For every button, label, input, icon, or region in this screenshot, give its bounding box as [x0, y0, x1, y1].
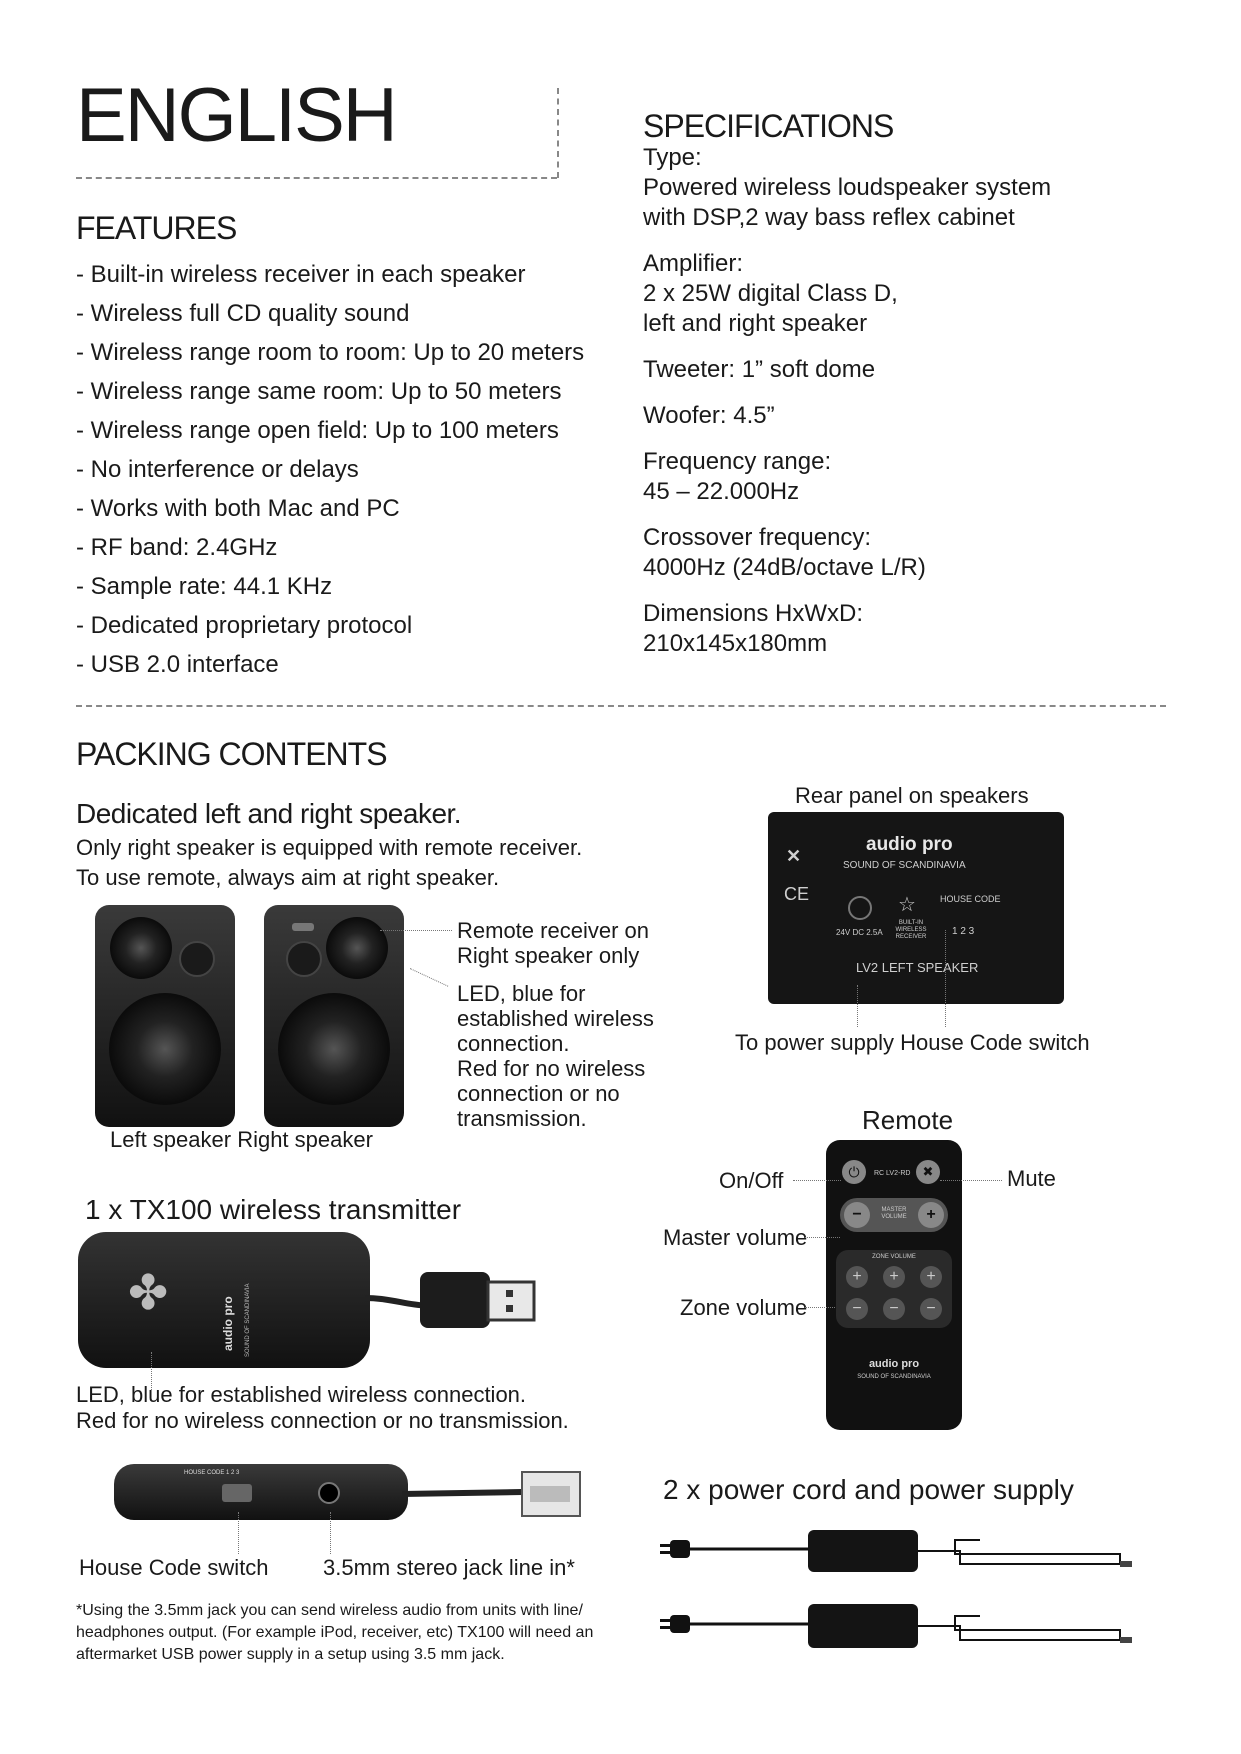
- power-supply-unit: [660, 1604, 1132, 1648]
- rear-panel-title: Rear panel on speakers: [795, 783, 1029, 808]
- spec-amp-value: left and right speaker: [643, 310, 868, 337]
- on-off-label: On/Off: [719, 1168, 784, 1193]
- spec-crossover-value: 4000Hz (24dB/octave L/R): [643, 554, 926, 581]
- header-divider-horizontal: [76, 177, 557, 179]
- right-speaker-image: [264, 905, 404, 1127]
- transmitter-led-note: Red for no wireless connection or no transmission.: [76, 1408, 569, 1433]
- minus-icon: −: [883, 1298, 905, 1320]
- footnote: headphones output. (For example iPod, receiver, etc) TX100 will need an: [76, 1624, 594, 1641]
- plus-icon: +: [920, 1266, 942, 1288]
- feature-item: - Sample rate: 44.1 KHz: [76, 573, 333, 600]
- mute-icon: ✖: [916, 1160, 940, 1184]
- transmitter-heading: 1 x TX100 wireless transmitter: [85, 1194, 462, 1225]
- power-icon: ⏻: [842, 1160, 866, 1184]
- star-icon: ☆: [898, 894, 916, 916]
- feature-item: - Wireless range room to room: Up to 20 meters: [76, 339, 585, 366]
- rear-brand: audio pro: [866, 834, 953, 855]
- spec-type-value: with DSP,2 way bass reflex cabinet: [643, 204, 1015, 231]
- spec-crossover-label: Crossover frequency:: [643, 524, 872, 551]
- feature-item: - Wireless range same room: Up to 50 meters: [76, 378, 562, 405]
- house-code-switch-label: House Code switch: [79, 1555, 269, 1580]
- leader-line: [410, 968, 448, 987]
- feature-item: - Built-in wireless receiver in each speaker: [76, 261, 526, 288]
- spec-woofer: Woofer: 4.5”: [643, 402, 775, 429]
- power-heading: 2 x power cord and power supply: [663, 1474, 1074, 1505]
- feature-item: - Wireless full CD quality sound: [76, 300, 410, 327]
- minus-icon: −: [846, 1298, 868, 1320]
- left-speaker-image: [95, 905, 235, 1127]
- tweeter-icon: [110, 917, 172, 979]
- rear-house-code-label: HOUSE CODE: [940, 894, 1001, 904]
- features-title: FEATURES: [76, 210, 237, 246]
- woofer-icon: [278, 993, 390, 1105]
- leader-line: [940, 1180, 1002, 1181]
- plus-icon: +: [883, 1266, 905, 1288]
- features-list: [76, 255, 584, 684]
- house-code-switch-icon: [222, 1484, 252, 1502]
- bass-port-icon: [179, 941, 215, 977]
- speaker-note: Only right speaker is equipped with remote receiver.: [76, 835, 583, 860]
- section-divider: [76, 705, 1166, 707]
- spec-tweeter: Tweeter: 1” soft dome: [643, 356, 876, 383]
- feature-item: - RF band: 2.4GHz: [76, 534, 278, 561]
- rear-panel-label: LV2 LEFT SPEAKER: [856, 960, 979, 975]
- leader-line: [945, 930, 946, 1027]
- jack-line-in-label: 3.5mm stereo jack line in*: [323, 1555, 575, 1580]
- leader-line: [238, 1512, 239, 1554]
- specifications-title: SPECIFICATIONS: [643, 108, 894, 144]
- power-supply-image: [660, 1520, 1140, 1700]
- remote-title: Remote: [862, 1105, 954, 1135]
- header-divider-vertical: [557, 88, 559, 178]
- led-description: LED, blue for established wireless connection. Red for no wireless connection or no transmission.: [457, 981, 654, 1131]
- transmitter-tagline: SOUND OF SCANDINAVIA: [245, 1283, 251, 1357]
- remote-receiver-label: Remote receiver on Right speaker only: [457, 918, 649, 968]
- spec-amp-value: 2 x 25W digital Class D,: [643, 280, 898, 307]
- transmitter-brand: audio pro: [221, 1296, 235, 1351]
- page-title: ENGLISH: [76, 73, 396, 158]
- leader-line: [793, 1180, 841, 1181]
- minus-icon: −: [920, 1298, 942, 1320]
- remote-receiver-icon: [292, 923, 314, 931]
- power-jack-icon: [848, 896, 872, 920]
- transmitter-branding: [218, 1254, 251, 1357]
- remote-model: RC LV2-RD: [874, 1170, 911, 1177]
- spec-frequency-label: Frequency range:: [643, 448, 832, 475]
- leader-line: [857, 985, 858, 1027]
- leader-line: [330, 1512, 331, 1554]
- spec-type-label: Type:: [643, 144, 702, 171]
- woofer-icon: [109, 993, 221, 1105]
- speaker-heading: Dedicated left and right speaker.: [76, 798, 462, 829]
- power-supply-unit: [660, 1530, 1132, 1572]
- rear-house-code-values: 1 2 3: [952, 926, 975, 937]
- remote-brand: audio pro: [868, 1358, 920, 1370]
- packing-title: PACKING CONTENTS: [76, 736, 387, 772]
- speaker-captions: Left speaker Right speaker: [110, 1127, 373, 1152]
- rear-receiver-label: BUILT-IN WIRELESS RECEIVER: [895, 920, 927, 940]
- plus-icon: +: [846, 1266, 868, 1288]
- feature-item: - Works with both Mac and PC: [76, 495, 400, 522]
- footnote: *Using the 3.5mm jack you can send wireless audio from units with line/: [76, 1602, 583, 1619]
- spec-amp-label: Amplifier:: [643, 250, 744, 277]
- master-volume-rocker: [840, 1198, 948, 1232]
- transmitter-image: [78, 1232, 370, 1368]
- mute-label: Mute: [1007, 1166, 1056, 1191]
- leader-line: [380, 930, 452, 931]
- transmitter-side-image: [114, 1464, 408, 1520]
- spec-type-value: Powered wireless loudspeaker system: [643, 174, 1052, 201]
- leader-line: [805, 1237, 840, 1238]
- zone-volume-callout: Zone volume: [680, 1295, 808, 1320]
- ce-mark: CE: [784, 884, 810, 904]
- wireless-symbol-icon: ✤: [128, 1267, 169, 1320]
- remote-image: [826, 1140, 962, 1430]
- usb-cable-icon: [402, 1466, 582, 1522]
- side-house-code-label: HOUSE CODE 1 2 3: [184, 1470, 240, 1476]
- plus-icon: +: [918, 1202, 944, 1228]
- speaker-note: To use remote, always aim at right speaker.: [76, 865, 500, 890]
- zone-volume-panel: [836, 1250, 952, 1328]
- footnote: aftermarket USB power supply in a setup using 3.5 mm jack.: [76, 1646, 505, 1663]
- bass-port-icon: [286, 941, 322, 977]
- feature-item: - USB 2.0 interface: [76, 651, 279, 678]
- audio-jack-icon: [318, 1482, 340, 1504]
- remote-tagline: SOUND OF SCANDINAVIA: [857, 1374, 931, 1380]
- feature-item: - Wireless range open field: Up to 100 meters: [76, 417, 559, 444]
- rear-panel-image: [768, 812, 1064, 1004]
- x-logo-icon: ✕: [786, 846, 802, 866]
- feature-item: - Dedicated proprietary protocol: [76, 612, 413, 639]
- master-volume-label: MASTER VOLUME: [881, 1207, 907, 1220]
- minus-icon: −: [844, 1202, 870, 1228]
- spec-dimensions-label: Dimensions HxWxD:: [643, 600, 864, 627]
- feature-item: - No interference or delays: [76, 456, 359, 483]
- spec-dimensions-value: 210x145x180mm: [643, 630, 828, 657]
- rear-tagline: SOUND OF SCANDINAVIA: [843, 860, 966, 871]
- transmitter-led-note: LED, blue for established wireless connection.: [76, 1382, 527, 1407]
- tweeter-icon: [326, 917, 388, 979]
- zone-volume-label: ZONE VOLUME: [872, 1254, 916, 1260]
- specifications-list: [643, 143, 1203, 675]
- rear-panel-caption: To power supply House Code switch: [735, 1030, 1090, 1055]
- rear-power-label: 24V DC 2.5A: [836, 928, 883, 937]
- leader-line: [805, 1307, 835, 1308]
- master-volume-callout: Master volume: [663, 1225, 808, 1250]
- usb-cable-icon: [360, 1262, 540, 1342]
- spec-frequency-value: 45 – 22.000Hz: [643, 478, 800, 505]
